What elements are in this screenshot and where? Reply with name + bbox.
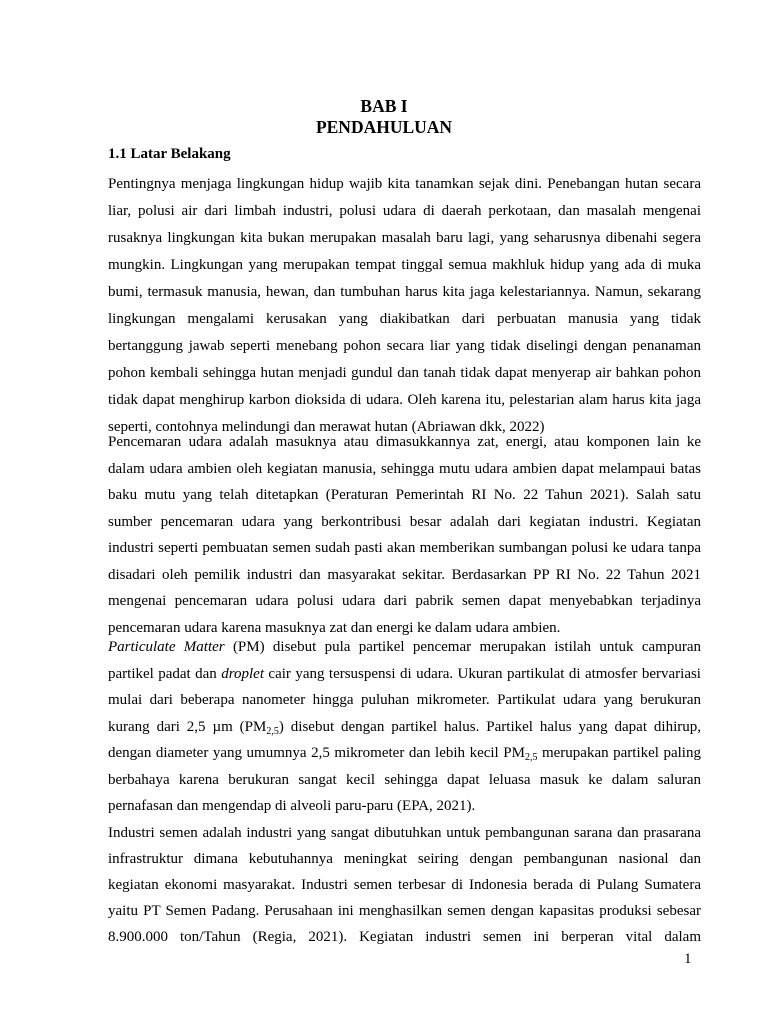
paragraph-4: Industri semen adalah industri yang sangat dibutuhkan untuk pembangunan sarana dan prasarana infrastruktur dimana kebutuhannya meningkat seiring dengan pembangunan nasional dan kegiatan ekonomi masyarakat. Industri semen terbesar di Indonesia berada di Pulang Sumatera yaitu PT Semen Padang. Perusahaan ini menghasilkan semen dengan kapasitas produksi sebesar 8.900.000 ton/Tahun (Regia, 2021). Kegiatan industri semen ini berperan vital dalam xyxy=(108,825,701,945)
page-number: 1 xyxy=(684,951,692,967)
paragraph-3: Particulate Matter (PM) disebut pula partikel pencemar merupakan istilah untuk campuran partikel padat dan droplet cair yang tersuspensi di udara. Ukuran partikulat di atmosfer bervariasi mulai dari beberapa nanometer hingga puluhan mikrometer. Partikulat udara yang berukuran kurang dari 2,5 µm $(PM_{2,5})$ disebut dengan partikel halus. Partikel halus yang dapat dihirup, dengan diameter yang umumnya 2,5 mikrometer dan lebih kecil $PM_{2,5}$ merupakan partikel paling berbahaya karena berukuran sangat kecil sehingga dapat leluasa masuk ke dalam saluran pernafasan dan mengendap di alveoli paru-paru (EPA, 2021). xyxy=(108,639,702,814)
chapter-title: PENDAHULUAN xyxy=(315,117,453,137)
paragraph-2: Pencemaran udara adalah masuknya atau dimasukkannya zat, energi, atau komponen lain ke dalam udara ambien oleh kegiatan manusia, sehingga mutu udara ambien dapat melampaui batas baku mutu yang telah ditetapkan (Peraturan Pemerintah RI No. 22 Tahun 2021). Salah satu sumber pencemaran udara yang berkontribusi besar adalah dari kegiatan industri. Kegiatan industri seperti pembuatan semen sudah pasti akan memberikan sumbangan polusi ke udara tanpa disadari oleh pemilik industri dan masyarakat sekitar. Berdasarkan PP RI No. 22 Tahun 2021 mengenai pencemaran udara polusi udara dari pabrik semen dapat menyebabkan terjadinya pencemaran udara karena masuknya zat dan energi ke dalam udara ambien. xyxy=(108,434,701,636)
chapter-number: BAB I xyxy=(360,96,408,116)
paragraph-1: Pentingnya menjaga lingkungan hidup wajib kita tanamkan sejak dini. Penebangan hutan secara liar, polusi air dari limbah industri, polusi udara di daerah perkotaan, dan masalah mengenai rusaknya lingkungan kita bukan merupakan masalah baru lagi, yang seharusnya dibenahi segera mungkin. Lingkungan yang merupakan tempat tinggal semua makhluk hidup yang ada di muka bumi, termasuk manusia, hewan, dan tumbuhan harus kita jaga kelestariannya. Namun, sekarang lingkungan mengalami kerusakan yang diakibatkan dari perbuatan manusia yang tidak bertanggung jawab seperti menebang pohon secara liar yang tidak diselingi dengan penanaman pohon kembali sehingga hutan menjadi gundul dan tanah tidak dapat menyerap air bahkan pohon tidak dapat menghirup karbon dioksida di udara. Oleh karena itu, pelestarian alam harus kita jaga seperti, contohnya melindungi dan merawat hutan (Abriawan dkk, 2022) xyxy=(108,176,701,435)
section-heading: 1.1 Latar Belakang xyxy=(108,146,231,162)
